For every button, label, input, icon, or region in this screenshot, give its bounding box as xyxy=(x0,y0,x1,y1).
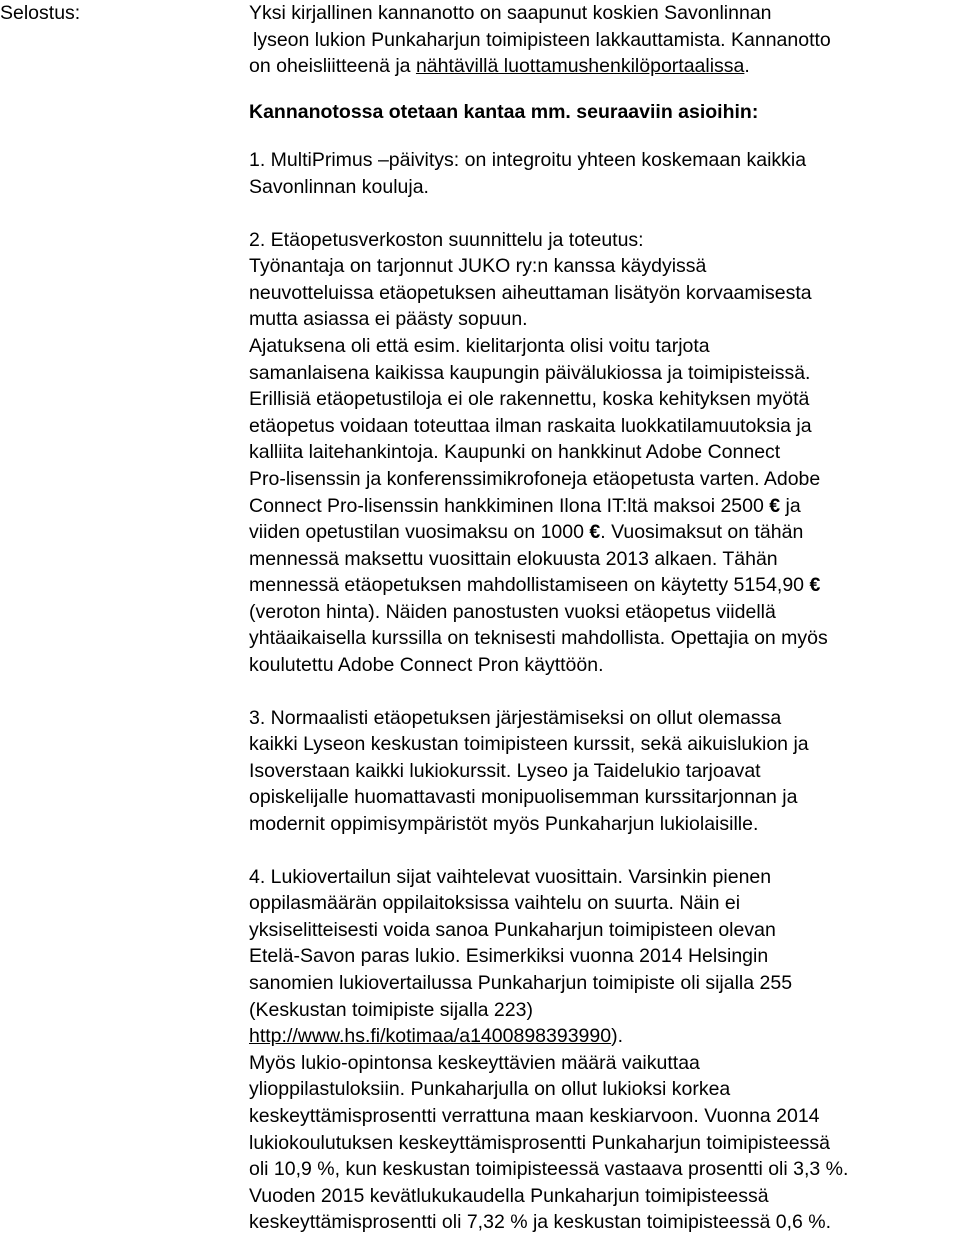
portal-link[interactable]: nähtävillä luottamushenkilöportaalissa xyxy=(415,55,745,78)
point-4-line: Vuoden 2015 kevätlukukaudella Punkaharjun toimipisteessä xyxy=(249,1184,769,1207)
point-3-line: kaikki Lyseon keskustan toimipisteen kurssit, sekä aikuislukion ja xyxy=(249,733,809,756)
section-heading: Kannanotossa otetaan kantaa mm. seuraaviin asioihin: xyxy=(249,100,759,123)
point-4-line: ylioppilastuloksiin. Punkaharjulla on ollut lukioksi korkea xyxy=(249,1078,731,1101)
point-3-line: modernit oppimisympäristöt myös Punkaharjun lukiolaisille. xyxy=(249,813,759,836)
point-4-link-line: http://www.hs.fi/kotimaa/a1400898393990). xyxy=(249,1025,623,1048)
point-2-cost-line-1: Connect Pro-lisenssin hankkiminen Ilona IT:ltä maksoi 2500 € ja xyxy=(249,494,801,517)
point-1-line-2: Savonlinnan kouluja. xyxy=(249,175,429,198)
point-4-line: oli 10,9 %, kun keskustan toimipisteessä vastaava prosentti oli 3,3 %. xyxy=(249,1158,849,1181)
point-4-line: lukiokoulutuksen keskeyttämisprosentti Punkaharjun toimipisteessä xyxy=(249,1131,830,1154)
point-2-line: mutta asiassa ei päästy sopuun. xyxy=(249,308,528,331)
point-3 xyxy=(249,705,957,838)
point-2-line: kalliita laitehankintoja. Kaupunki on hankkinut Adobe Connect xyxy=(249,441,781,464)
point-2-line: Ajatuksena oli että esim. kielitarjonta olisi voitu tarjota xyxy=(249,334,710,357)
point-4-line: sanomien lukiovertailussa Punkaharjun toimipiste oli sijalla 255 xyxy=(249,972,793,994)
point-4-line: (Keskustan toimipiste sijalla 223) xyxy=(249,998,533,1021)
intro-line-2: lyseon lukion Punkaharjun toimipisteen lakkauttamista. Kannanotto xyxy=(253,28,831,51)
point-1-line-1: 1. MultiPrimus –päivitys: on integroitu yhteen koskemaan kaikkia xyxy=(249,149,807,172)
point-4-line: keskeyttämisprosentti oli 7,32 % ja keskustan toimipisteessä 0,6 %. xyxy=(249,1211,832,1234)
point-2-line: yhtäaikaisella kurssilla on teknisesti mahdollista. Opettajia on myös xyxy=(249,627,828,650)
point-4-line: 4. Lukiovertailun sijat vaihtelevat vuosittain. Varsinkin pienen xyxy=(249,865,772,888)
euro-symbol: € xyxy=(589,521,601,544)
point-2-line: (veroton hinta). Näiden panostusten vuoksi etäopetus viidellä xyxy=(249,600,776,623)
euro-symbol: € xyxy=(769,494,781,517)
point-2-line: neuvotteluissa etäopetuksen aiheuttaman lisätyön korvaamisesta xyxy=(249,281,812,304)
point-4-line: oppilasmäärän oppilaitoksissa vaihtelu on suurta. Näin ei xyxy=(249,892,741,915)
point-2-line: etäopetus voidaan toteuttaa ilman raskaita luokkatilamuutoksia ja xyxy=(249,414,812,437)
point-3-line: 3. Normaalisti etäopetuksen järjestämiseksi on ollut olemassa xyxy=(249,706,782,729)
point-3-line: opiskelijalle huomattavasti monipuolisemman kurssitarjonnan ja xyxy=(249,786,798,809)
point-2-cost-line-4: mennessä etäopetuksen mahdollistamiseen on käytetty 5154,90 € xyxy=(249,574,821,597)
point-2-cost-line-2: viiden opetustilan vuosimaksu on 1000 €. Vuosimaksut on tähän xyxy=(249,521,804,544)
point-2-line: koulutettu Adobe Connect Pron käyttöön. xyxy=(249,654,604,677)
intro-line-3: on oheisliitteenä ja nähtävillä luottamushenkilöportaalissa. xyxy=(249,55,750,78)
point-2 xyxy=(249,227,957,679)
point-2-line: Erillisiä etäopetustiloja ei ole rakennettu, koska kehityksen myötä xyxy=(249,388,810,411)
point-4-line: keskeyttämisprosentti verrattuna maan keskiarvoon. Vuonna 2014 xyxy=(249,1104,820,1127)
point-4-line: Myös lukio-opintonsa keskeyttävien määrä vaikuttaa xyxy=(249,1051,700,1074)
point-2-line: Pro-lisenssin ja konferenssimikrofoneja etäopetusta varten. Adobe xyxy=(249,467,821,490)
point-2-cost-line-3: mennessä maksettu vuosittain elokuusta 2013 alkaen. Tähän xyxy=(249,547,778,570)
euro-symbol: € xyxy=(809,574,821,597)
point-4-line: yksiselitteisesti voida sanoa Punkaharjun toimipisteen olevan xyxy=(249,918,776,941)
point-3-line: Isoverstaan kaikki lukiokurssit. Lyseo ja Taidelukio tarjoavat xyxy=(249,759,761,782)
section-label: Selostus: xyxy=(0,2,81,24)
point-4-line: Etelä-Savon paras lukio. Esimerkiksi vuonna 2014 Helsingin xyxy=(249,945,769,968)
point-2-line: 2. Etäopetusverkoston suunnittelu ja toteutus: xyxy=(249,228,644,251)
point-4 xyxy=(249,864,957,1236)
hs-article-link[interactable]: http://www.hs.fi/kotimaa/a1400898393990 xyxy=(249,1025,612,1048)
point-2-line: Työnantaja on tarjonnut JUKO ry:n kanssa käydyissä xyxy=(249,255,707,278)
document-body xyxy=(249,0,957,1236)
point-2-line: samanlaisena kaikissa kaupungin päivälukiossa ja toimipisteissä. xyxy=(249,361,811,384)
intro-line-1: Yksi kirjallinen kannanotto on saapunut koskien Savonlinnan xyxy=(249,2,772,24)
